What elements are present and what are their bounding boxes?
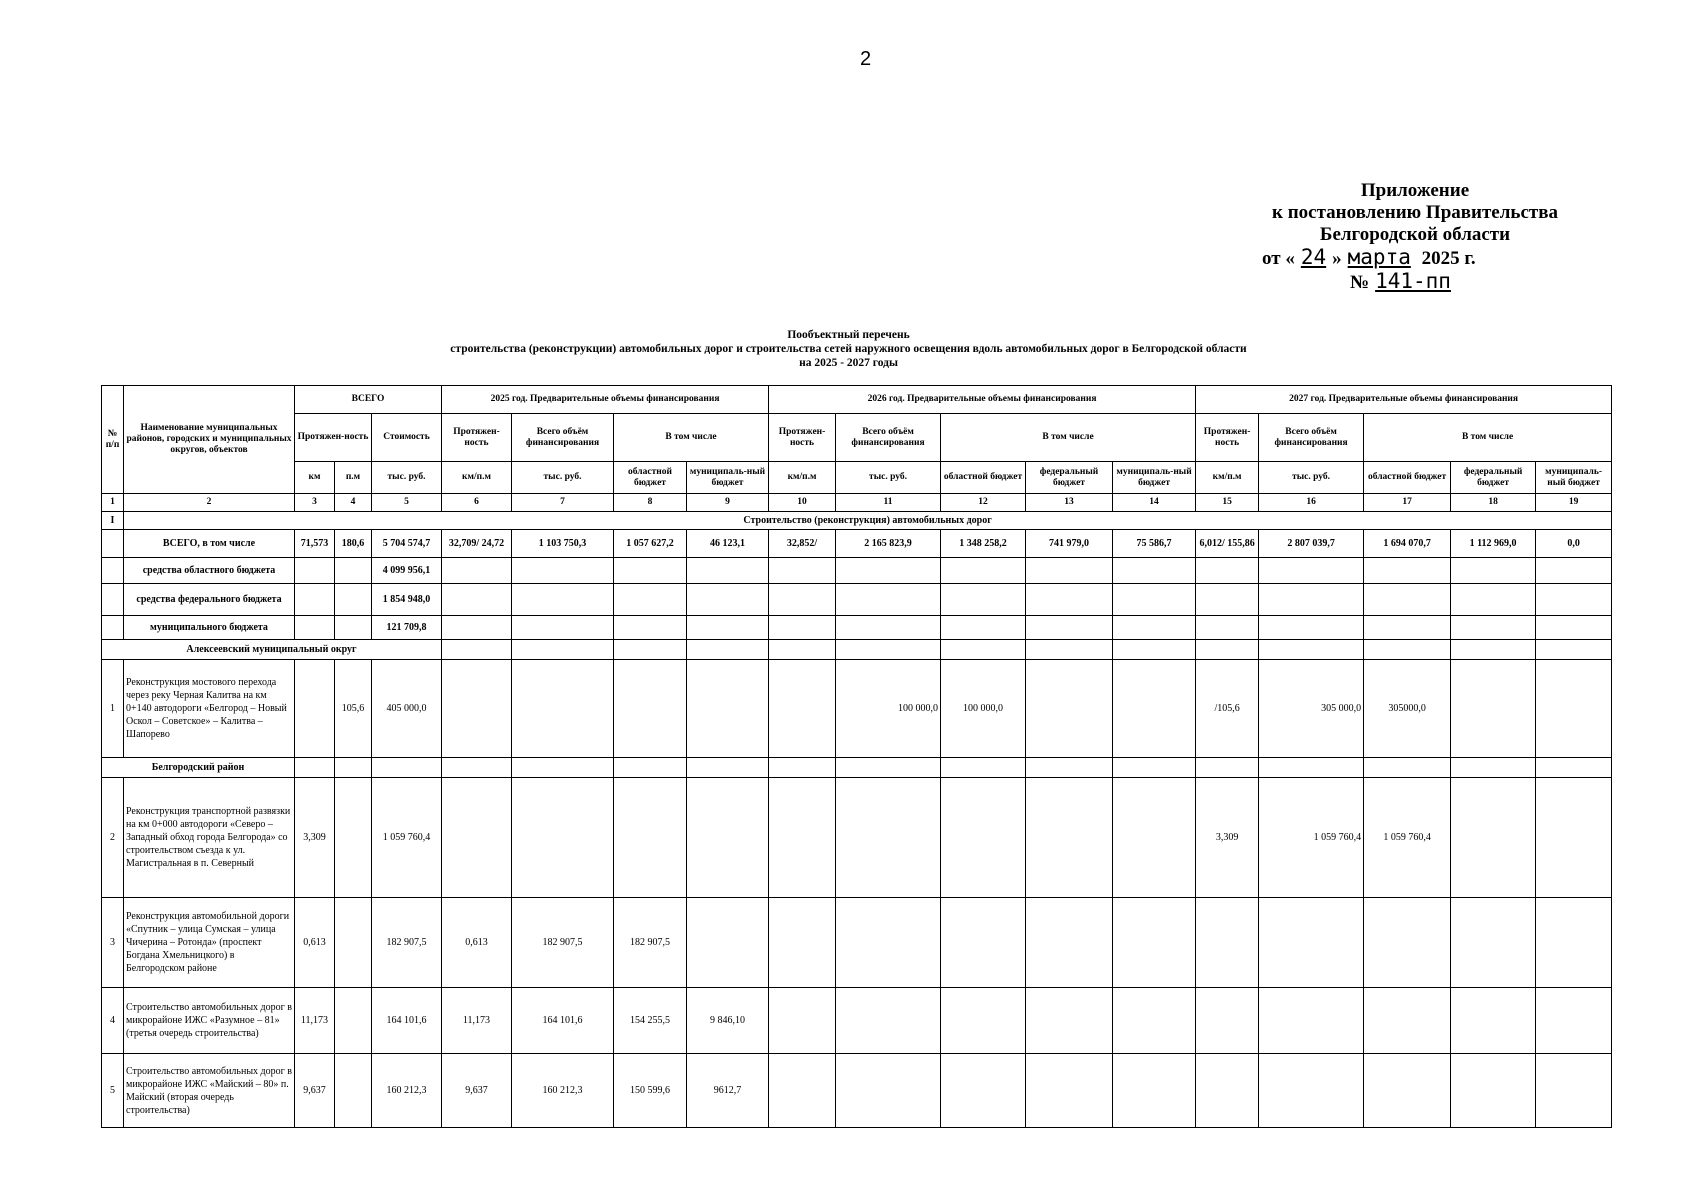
cell bbox=[687, 898, 769, 988]
colnum: 14 bbox=[1113, 494, 1196, 512]
cell: 150 599,6 bbox=[614, 1054, 687, 1128]
cell bbox=[1113, 778, 1196, 898]
colnum: 3 bbox=[295, 494, 335, 512]
cell bbox=[1259, 988, 1364, 1054]
cell bbox=[1026, 660, 1113, 758]
cell bbox=[941, 778, 1026, 898]
appendix-line-2: к постановлению Правительства bbox=[1272, 202, 1558, 223]
cell bbox=[1113, 898, 1196, 988]
header-total: ВСЕГО bbox=[295, 386, 442, 414]
number-value: 141-пп bbox=[1375, 269, 1451, 293]
cell bbox=[1536, 988, 1612, 1054]
cell bbox=[1026, 898, 1113, 988]
cell bbox=[1536, 778, 1612, 898]
header-2027: 2027 год. Предварительные объемы финансирования bbox=[1196, 386, 1612, 414]
section-row bbox=[102, 512, 1612, 530]
cell bbox=[442, 778, 512, 898]
colnum: 18 bbox=[1451, 494, 1536, 512]
row-number: 2 bbox=[102, 778, 124, 898]
cell bbox=[1451, 778, 1536, 898]
unit-kmpm-2026: км/п.м bbox=[769, 462, 836, 494]
cell bbox=[687, 778, 769, 898]
cell bbox=[442, 660, 512, 758]
cell bbox=[687, 660, 769, 758]
cell bbox=[1451, 988, 1536, 1054]
cell: 100 000,0 bbox=[941, 660, 1026, 758]
header-incl-2025: В том числе bbox=[614, 414, 769, 462]
cell: 182 907,5 bbox=[372, 898, 442, 988]
cell: 305000,0 bbox=[1364, 660, 1451, 758]
cell: /105,6 bbox=[1196, 660, 1259, 758]
colnum: 6 bbox=[442, 494, 512, 512]
cell bbox=[941, 988, 1026, 1054]
cell bbox=[1026, 988, 1113, 1054]
cell: 2 807 039,7 bbox=[1259, 530, 1364, 558]
cell: 1 057 627,2 bbox=[614, 530, 687, 558]
cell bbox=[102, 530, 124, 558]
cell: 1 059 760,4 bbox=[372, 778, 442, 898]
cell: 46 123,1 bbox=[687, 530, 769, 558]
cell bbox=[836, 988, 941, 1054]
colnum: 16 bbox=[1259, 494, 1364, 512]
column-numbers-row bbox=[102, 494, 1612, 512]
cell bbox=[836, 778, 941, 898]
cell bbox=[941, 1054, 1026, 1128]
row-number: 5 bbox=[102, 1054, 124, 1128]
row-number: 4 bbox=[102, 988, 124, 1054]
cell: 182 907,5 bbox=[512, 898, 614, 988]
header-2025: 2025 год. Предварительные объемы финансирования bbox=[442, 386, 769, 414]
district-row-alekseevsky bbox=[102, 640, 1612, 660]
section-number: I bbox=[102, 512, 124, 530]
totals-row bbox=[102, 530, 1612, 558]
colnum: 12 bbox=[941, 494, 1026, 512]
cell: 71,573 bbox=[295, 530, 335, 558]
cell bbox=[1536, 898, 1612, 988]
colnum: 10 bbox=[769, 494, 836, 512]
unit-km: км bbox=[295, 462, 335, 494]
header-length: Протяжен-ность bbox=[295, 414, 372, 462]
cell: 9,637 bbox=[442, 1054, 512, 1128]
cell: 164 101,6 bbox=[372, 988, 442, 1054]
cell: 405 000,0 bbox=[372, 660, 442, 758]
date-day: 24 bbox=[1300, 245, 1327, 269]
unit-federal-2027: федеральный бюджет bbox=[1451, 462, 1536, 494]
table-row bbox=[102, 660, 1612, 758]
unit-federal-2026: федеральный бюджет bbox=[1026, 462, 1113, 494]
number-prefix: № bbox=[1350, 272, 1370, 293]
cell: 2 165 823,9 bbox=[836, 530, 941, 558]
colnum: 11 bbox=[836, 494, 941, 512]
title-line-2: строительства (реконструкции) автомобильных дорог и строительства сетей наружного освещения вдоль автомобильных дорог в Белгородской области bbox=[450, 343, 1247, 355]
colnum: 7 bbox=[512, 494, 614, 512]
cell bbox=[1451, 898, 1536, 988]
totals-label: ВСЕГО, в том числе bbox=[124, 530, 295, 558]
unit-thous-2027: тыс. руб. bbox=[1259, 462, 1364, 494]
table-row bbox=[102, 988, 1612, 1054]
cell bbox=[614, 660, 687, 758]
title-line-3: на 2025 - 2027 годы bbox=[799, 357, 898, 369]
appendix-date bbox=[1250, 246, 1580, 270]
cell: 11,173 bbox=[442, 988, 512, 1054]
cell bbox=[1026, 1054, 1113, 1128]
cell: 32,852/ bbox=[769, 530, 836, 558]
cell bbox=[1196, 1054, 1259, 1128]
header-name: Наименование муниципальных районов, городских и муниципальных округов, объектов bbox=[124, 386, 295, 494]
cell bbox=[836, 1054, 941, 1128]
unit-municipal-2025: муниципаль-ный бюджет bbox=[687, 462, 769, 494]
object-name: Реконструкция транспортной развязки на км 0+000 автодороги «Северо – Западный обход города Белгорода» со строительством съезда к ул. Магистральная в п. Северный bbox=[124, 778, 295, 898]
cell: 75 586,7 bbox=[1113, 530, 1196, 558]
cell bbox=[836, 898, 941, 988]
district-row-belgorodsky bbox=[102, 758, 1612, 778]
cell bbox=[1113, 1054, 1196, 1128]
table-row bbox=[102, 898, 1612, 988]
unit-thous: тыс. руб. bbox=[372, 462, 442, 494]
cell: 32,709/ 24,72 bbox=[442, 530, 512, 558]
cell: 6,012/ 155,86 bbox=[1196, 530, 1259, 558]
colnum: 9 bbox=[687, 494, 769, 512]
cell: 1 059 760,4 bbox=[1364, 778, 1451, 898]
cell bbox=[1451, 1054, 1536, 1128]
cell: 0,613 bbox=[442, 898, 512, 988]
cell bbox=[614, 778, 687, 898]
cell: 180,6 bbox=[335, 530, 372, 558]
cell: 1 112 969,0 bbox=[1451, 530, 1536, 558]
cell: 11,173 bbox=[295, 988, 335, 1054]
cell bbox=[1364, 898, 1451, 988]
cell bbox=[1113, 660, 1196, 758]
header-2026: 2026 год. Предварительные объемы финансирования bbox=[769, 386, 1196, 414]
cell: 1 854 948,0 bbox=[372, 584, 442, 616]
cell: 4 099 956,1 bbox=[372, 558, 442, 584]
cell: 741 979,0 bbox=[1026, 530, 1113, 558]
row-number: 3 bbox=[102, 898, 124, 988]
unit-kmpm-2025: км/п.м bbox=[442, 462, 512, 494]
unit-regional-2027: областной бюджет bbox=[1364, 462, 1451, 494]
cell: 121 709,8 bbox=[372, 616, 442, 640]
cell: 160 212,3 bbox=[512, 1054, 614, 1128]
cell bbox=[335, 988, 372, 1054]
cell bbox=[769, 660, 836, 758]
document-title bbox=[0, 328, 1697, 370]
budget-row-municipal bbox=[102, 616, 1612, 640]
cell: 160 212,3 bbox=[372, 1054, 442, 1128]
unit-kmpm-2027: км/п.м bbox=[1196, 462, 1259, 494]
cell: 100 000,0 bbox=[836, 660, 941, 758]
cell bbox=[1364, 988, 1451, 1054]
cell: 105,6 bbox=[335, 660, 372, 758]
object-name: Реконструкция мостового перехода через реку Черная Калитва на км 0+140 автодороги «Белгород – Новый Оскол – Советское» – Калитва – Шапорево bbox=[124, 660, 295, 758]
cell bbox=[1364, 1054, 1451, 1128]
cell bbox=[1536, 1054, 1612, 1128]
cell: 154 255,5 bbox=[614, 988, 687, 1054]
header-length-2025: Протяжен-ность bbox=[442, 414, 512, 462]
cell: 1 694 070,7 bbox=[1364, 530, 1451, 558]
unit-regional-2025: областной бюджет bbox=[614, 462, 687, 494]
cell: 9612,7 bbox=[687, 1054, 769, 1128]
cell bbox=[1026, 778, 1113, 898]
roads-table bbox=[101, 385, 1612, 1128]
cell: 1 103 750,3 bbox=[512, 530, 614, 558]
header-total-fin-2025: Всего объём финансирования bbox=[512, 414, 614, 462]
cell: 3,309 bbox=[295, 778, 335, 898]
object-name: Строительство автомобильных дорог в микрорайоне ИЖС «Разумное – 81» (третья очередь строительства) bbox=[124, 988, 295, 1054]
colnum: 4 bbox=[335, 494, 372, 512]
unit-thous-2026: тыс. руб. bbox=[836, 462, 941, 494]
date-month: марта bbox=[1347, 245, 1411, 269]
cell bbox=[769, 898, 836, 988]
colnum: 1 bbox=[102, 494, 124, 512]
cell bbox=[941, 898, 1026, 988]
cell: 1 348 258,2 bbox=[941, 530, 1026, 558]
colnum: 8 bbox=[614, 494, 687, 512]
object-name: Реконструкция автомобильной дороги «Спутник – улица Сумская – улица Чичерина – Ротонда» (проспект Богдана Хмельницкого) в Белгородском районе bbox=[124, 898, 295, 988]
unit-municipal-2027: муниципаль-ный бюджет bbox=[1536, 462, 1612, 494]
header-incl-2027: В том числе bbox=[1364, 414, 1612, 462]
appendix-line-3: Белгородской области bbox=[1319, 224, 1511, 245]
cell bbox=[335, 1054, 372, 1128]
header-length-2027: Протяжен-ность bbox=[1196, 414, 1259, 462]
table-row bbox=[102, 778, 1612, 898]
header-total-fin-2027: Всего объём финансирования bbox=[1259, 414, 1364, 462]
budget-row-regional bbox=[102, 558, 1612, 584]
cell bbox=[1259, 1054, 1364, 1128]
unit-pm: п.м bbox=[335, 462, 372, 494]
section-title: Строительство (реконструкция) автомобильных дорог bbox=[124, 512, 1612, 530]
colnum: 13 bbox=[1026, 494, 1113, 512]
row-number: 1 bbox=[102, 660, 124, 758]
cell bbox=[1259, 898, 1364, 988]
date-year: 2025 г. bbox=[1421, 248, 1476, 269]
district-title: Алексеевский муниципальный округ bbox=[102, 640, 442, 660]
cell bbox=[512, 778, 614, 898]
cell: 9,637 bbox=[295, 1054, 335, 1128]
appendix-title: Приложение bbox=[1360, 180, 1470, 201]
cell bbox=[512, 660, 614, 758]
cell bbox=[1113, 988, 1196, 1054]
cell: 164 101,6 bbox=[512, 988, 614, 1054]
cell bbox=[335, 778, 372, 898]
colnum: 15 bbox=[1196, 494, 1259, 512]
header-cost: Стоимость bbox=[372, 414, 442, 462]
unit-thous-2025: тыс. руб. bbox=[512, 462, 614, 494]
cell: 9 846,10 bbox=[687, 988, 769, 1054]
cell bbox=[769, 1054, 836, 1128]
colnum: 5 bbox=[372, 494, 442, 512]
budget-label: средства федерального бюджета bbox=[124, 584, 295, 616]
page-number: 2 bbox=[860, 48, 872, 70]
colnum: 19 bbox=[1536, 494, 1612, 512]
unit-municipal-2026: муниципаль-ный бюджет bbox=[1113, 462, 1196, 494]
date-mid: » bbox=[1332, 248, 1342, 269]
date-prefix: от « bbox=[1262, 248, 1295, 269]
cell: 305 000,0 bbox=[1259, 660, 1364, 758]
header-no: № п/п bbox=[102, 386, 124, 494]
appendix-number bbox=[1250, 270, 1580, 294]
cell bbox=[1451, 660, 1536, 758]
cell bbox=[335, 898, 372, 988]
cell bbox=[769, 988, 836, 1054]
cell: 0,613 bbox=[295, 898, 335, 988]
title-line-1: Пообъектный перечень bbox=[787, 329, 910, 341]
header-incl-2026: В том числе bbox=[941, 414, 1196, 462]
cell bbox=[295, 660, 335, 758]
budget-label: муниципального бюджета bbox=[124, 616, 295, 640]
cell bbox=[1196, 898, 1259, 988]
cell bbox=[769, 778, 836, 898]
unit-regional-2026: областной бюджет bbox=[941, 462, 1026, 494]
cell bbox=[1196, 988, 1259, 1054]
header-total-fin-2026: Всего объём финансирования bbox=[836, 414, 941, 462]
budget-row-federal bbox=[102, 584, 1612, 616]
district-title: Белгородский район bbox=[102, 758, 295, 778]
object-name: Строительство автомобильных дорог в микрорайоне ИЖС «Майский – 80» п. Майский (вторая очередь строительства) bbox=[124, 1054, 295, 1128]
cell: 182 907,5 bbox=[614, 898, 687, 988]
colnum: 17 bbox=[1364, 494, 1451, 512]
header-length-2026: Протяжен-ность bbox=[769, 414, 836, 462]
cell bbox=[1536, 660, 1612, 758]
cell: 0,0 bbox=[1536, 530, 1612, 558]
table-row bbox=[102, 1054, 1612, 1128]
appendix-block bbox=[1250, 180, 1580, 294]
cell: 1 059 760,4 bbox=[1259, 778, 1364, 898]
colnum: 2 bbox=[124, 494, 295, 512]
budget-label: средства областного бюджета bbox=[124, 558, 295, 584]
cell: 3,309 bbox=[1196, 778, 1259, 898]
cell: 5 704 574,7 bbox=[372, 530, 442, 558]
